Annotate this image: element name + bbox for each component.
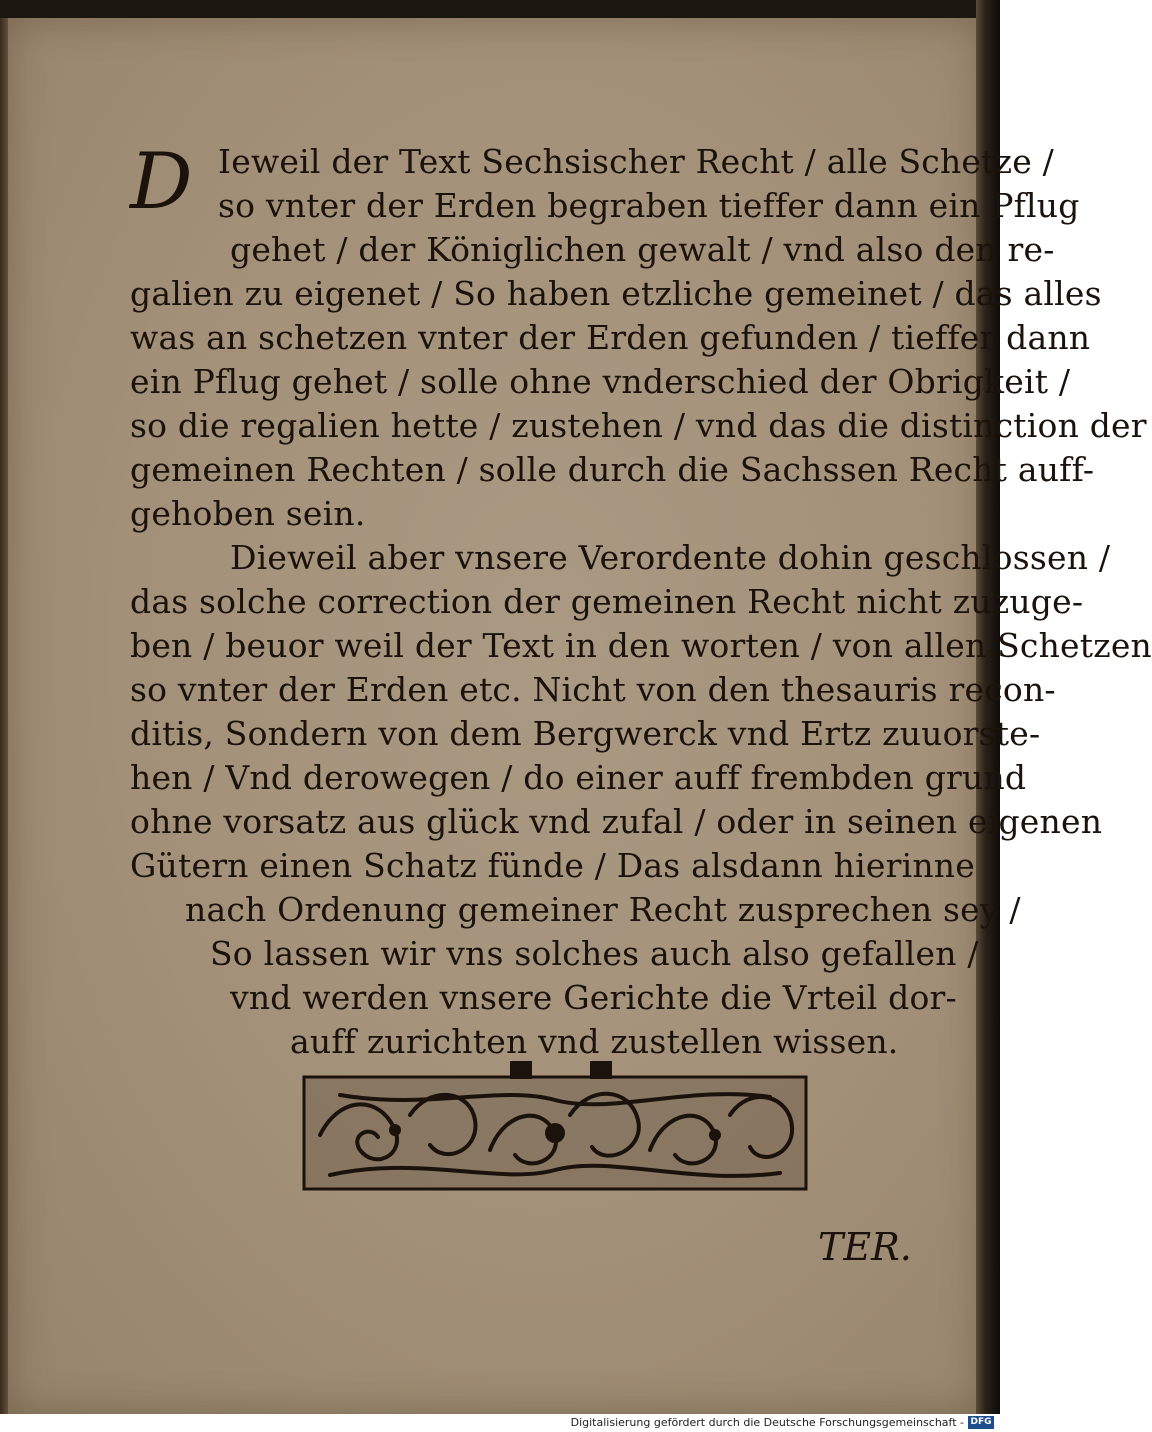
text-line: Dieweil aber vnsere Verordente dohin geschlossen / bbox=[230, 538, 1111, 577]
text-line: vnd werden vnsere Gerichte die Vrteil dor- bbox=[230, 978, 957, 1017]
text-line: so vnter der Erden etc. Nicht von den thesauris recon- bbox=[130, 670, 1056, 709]
text-line: ein Pflug gehet / solle ohne vnderschied der Obrigkeit / bbox=[130, 362, 1071, 401]
text-line: so die regalien hette / zustehen / vnd das die distinction der bbox=[130, 406, 1147, 445]
drop-cap: D bbox=[130, 137, 193, 227]
text-line: so vnter der Erden begraben tieffer dann ein Pflug bbox=[218, 186, 1080, 225]
text-line: Gütern einen Schatz fünde / Das alsdann hierinne bbox=[130, 846, 975, 885]
text-line: was an schetzen vnter der Erden gefunden / tieffer dann bbox=[130, 318, 1091, 357]
text-line: auff zurichten vnd zustellen wissen. bbox=[290, 1022, 899, 1061]
footer-bar bbox=[0, 1414, 1000, 1432]
text-line: das solche correction der gemeinen Recht nicht zuzuge- bbox=[130, 582, 1084, 621]
funding-note: Digitalisierung gefördert durch die Deutsche Forschungsgemeinschaft - bbox=[570, 1416, 964, 1429]
text-line: nach Ordenung gemeiner Recht zusprechen sey / bbox=[185, 890, 1021, 929]
text-line: gehet / der Königlichen gewalt / vnd also den re- bbox=[230, 230, 1055, 269]
text-line: ben / beuor weil der Text in den worten / von allen Schetzen bbox=[130, 626, 1152, 665]
ornamental-vignette-icon bbox=[300, 1055, 810, 1195]
text-line: ohne vorsatz aus glück vnd zufal / oder in seinen eigenen bbox=[130, 802, 1103, 841]
text-line: galien zu eigenet / So haben etzliche gemeinet / das alles bbox=[130, 274, 1102, 313]
text-line: gehoben sein. bbox=[130, 494, 366, 533]
text-line: gemeinen Rechten / solle durch die Sachssen Recht auff- bbox=[130, 450, 1095, 489]
text-line: hen / Vnd derowegen / do einer auff frembden grund bbox=[130, 758, 1027, 797]
text-line: Ieweil der Text Sechsischer Recht / alle Schetze / bbox=[218, 142, 1054, 181]
text-line: So lassen wir vns solches auch also gefallen / bbox=[210, 934, 979, 973]
dfg-logo-icon: DFG bbox=[968, 1416, 994, 1429]
text-line: ditis, Sondern von dem Bergwerck vnd Ertz zuuorste- bbox=[130, 714, 1041, 753]
catchword: TER. bbox=[818, 1225, 912, 1269]
